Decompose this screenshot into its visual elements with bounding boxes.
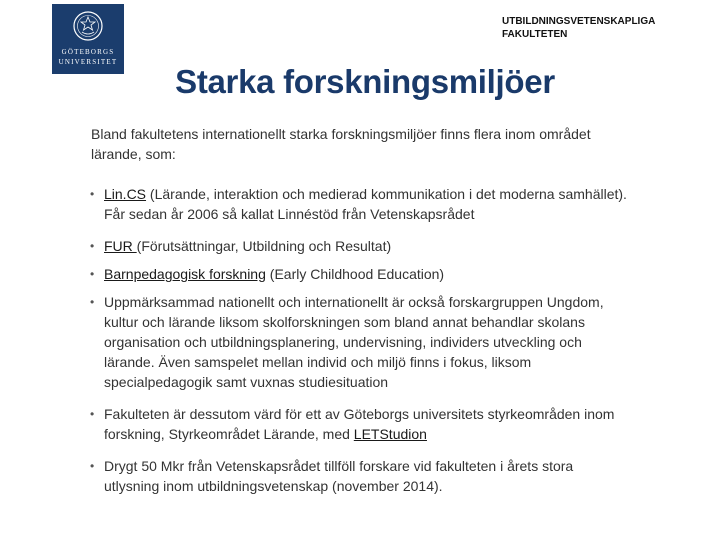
bullet-icon: •	[90, 187, 95, 201]
faculty-line2: FAKULTETEN	[502, 29, 568, 40]
list-item-text: (Förutsättningar, Utbildning och Resultat)	[136, 238, 392, 254]
faculty-name	[502, 15, 702, 41]
list-item-text: Drygt 50 Mkr från Vetenskapsrådet tillföll forskare vid fakulteten i årets stora utlysning inom utbildningsvetenskap (november 2014).	[104, 458, 574, 494]
letstudion-link[interactable]: LETStudion	[353, 426, 427, 442]
faculty-line1: UTBILDNINGSVETENSKAPLIGA	[502, 16, 656, 27]
bullet-icon: •	[90, 295, 95, 309]
list-item	[88, 264, 628, 284]
fur-link[interactable]: FUR	[104, 238, 137, 254]
page-title: Starka forskningsmiljöer	[175, 63, 555, 100]
logo-text-line1: GÖTEBORGS	[61, 48, 115, 56]
list-item	[88, 404, 628, 444]
barnpedagogisk-link[interactable]: Barnpedagogisk forskning	[104, 266, 266, 282]
bullet-icon: •	[90, 239, 95, 253]
logo-text-line2: UNIVERSITET	[58, 58, 118, 66]
bullet-icon: •	[90, 459, 95, 473]
lincs-link[interactable]: Lin.CS	[104, 186, 147, 202]
bullet-list	[88, 184, 628, 496]
list-item	[88, 292, 628, 392]
list-item	[88, 236, 628, 256]
bullet-icon: •	[90, 267, 95, 281]
list-item-text: (Lärande, interaktion och medierad kommunikation i det moderna samhället). Får sedan år 2006 så kallat Linnéstöd från Vetenskapsrådet	[104, 186, 627, 222]
university-seal-icon	[72, 10, 104, 42]
list-item	[88, 184, 628, 224]
bullet-icon: •	[90, 407, 95, 421]
list-item	[88, 456, 628, 496]
list-item-text: (Early Childhood Education)	[265, 266, 445, 282]
intro-text: Bland fakultetens internationellt starka forskningsmiljöer finns flera inom området lärande, som:	[91, 126, 591, 162]
list-item-text: Uppmärksammad nationellt och internationellt är också forskargruppen Ungdom, kultur och lärande liksom skolforskningen som bland annat behandlar skolans organisation och utbildningsplanering, undervisning, individers utveckling och lärande. Även samspelet mellan individ och miljö finns i fokus, liksom specialpedagogik samt vuxnas studiesituation	[104, 294, 604, 390]
list-item-text: Fakulteten är dessutom värd för ett av Göteborgs universitets styrkeområden inom forskning, Styrkeområdet Lärande, med	[104, 406, 615, 442]
